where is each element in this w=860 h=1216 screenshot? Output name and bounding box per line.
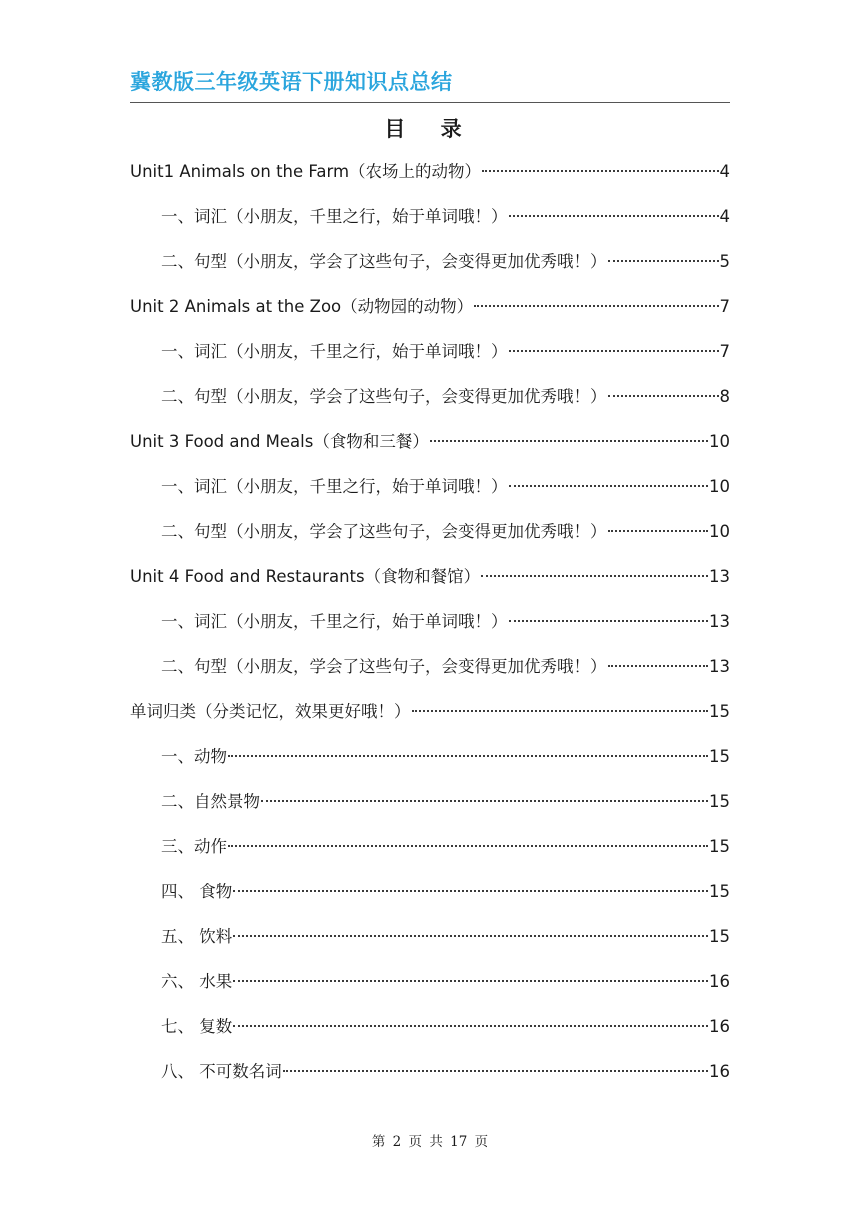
toc-dot-leader — [474, 305, 718, 307]
table-of-contents — [130, 157, 730, 1102]
toc-entry-title: 六、 水果 — [161, 972, 233, 991]
toc-entry[interactable] — [130, 1057, 730, 1102]
toc-entry-title: Unit 3 Food and Meals（食物和三餐） — [130, 432, 429, 451]
toc-dot-leader — [261, 800, 708, 802]
toc-entry-page-number: 16 — [709, 1017, 730, 1036]
toc-dot-leader — [608, 530, 709, 532]
toc-entry[interactable] — [130, 517, 730, 562]
toc-entry-page-number: 15 — [709, 747, 730, 766]
toc-dot-leader — [608, 395, 719, 397]
toc-entry[interactable] — [130, 652, 730, 697]
toc-entry-title: Unit 4 Food and Restaurants（食物和餐馆） — [130, 567, 481, 586]
toc-entry[interactable] — [130, 877, 730, 922]
toc-entry-page-number: 10 — [709, 522, 730, 541]
toc-entry[interactable] — [130, 607, 730, 652]
toc-entry[interactable] — [130, 382, 730, 427]
toc-entry[interactable] — [130, 922, 730, 967]
toc-entry[interactable] — [130, 292, 730, 337]
toc-entry[interactable] — [130, 787, 730, 832]
toc-entry[interactable] — [130, 1012, 730, 1057]
toc-entry-page-number: 7 — [719, 342, 730, 361]
toc-entry-title: 二、句型（小朋友，学会了这些句子，会变得更加优秀哦！） — [161, 252, 607, 271]
toc-dot-leader — [233, 890, 708, 892]
toc-dot-leader — [509, 485, 709, 487]
toc-dot-leader — [412, 710, 709, 712]
toc-entry-page-number: 15 — [709, 837, 730, 856]
toc-dot-leader — [509, 620, 709, 622]
toc-entry-page-number: 5 — [719, 252, 730, 271]
toc-entry[interactable] — [130, 472, 730, 517]
toc-entry-page-number: 15 — [709, 792, 730, 811]
toc-entry[interactable] — [130, 157, 730, 202]
toc-entry[interactable] — [130, 967, 730, 1012]
toc-entry-title: 三、动作 — [161, 837, 227, 856]
toc-entry-title: 二、句型（小朋友，学会了这些句子，会变得更加优秀哦！） — [161, 387, 607, 406]
toc-dot-leader — [509, 215, 719, 217]
toc-entry-page-number: 15 — [709, 927, 730, 946]
toc-entry-title: 一、词汇（小朋友，千里之行，始于单词哦！） — [161, 342, 508, 361]
toc-entry-title: 五、 饮料 — [161, 927, 233, 946]
toc-heading: 目 录 — [384, 117, 476, 141]
toc-entry[interactable] — [130, 562, 730, 607]
toc-entry-title: 八、 不可数名词 — [161, 1062, 282, 1081]
toc-entry[interactable] — [130, 427, 730, 472]
toc-entry-title: 一、动物 — [161, 747, 227, 766]
toc-entry-page-number: 8 — [719, 387, 730, 406]
toc-dot-leader — [608, 665, 709, 667]
page-header — [130, 66, 730, 103]
toc-entry[interactable] — [130, 742, 730, 787]
toc-entry-page-number: 16 — [709, 972, 730, 991]
toc-entry-page-number: 15 — [709, 702, 730, 721]
toc-dot-leader — [481, 575, 708, 577]
toc-entry-title: 七、 复数 — [161, 1017, 233, 1036]
toc-entry-page-number: 4 — [719, 207, 730, 226]
toc-entry-title: 单词归类（分类记忆，效果更好哦！） — [130, 702, 411, 721]
toc-dot-leader — [233, 980, 708, 982]
toc-dot-leader — [233, 935, 708, 937]
toc-entry-page-number: 13 — [709, 567, 730, 586]
toc-entry-page-number: 13 — [709, 612, 730, 631]
toc-entry-page-number: 15 — [709, 882, 730, 901]
toc-entry-title: 一、词汇（小朋友，千里之行，始于单词哦！） — [161, 612, 508, 631]
toc-entry-title: 一、词汇（小朋友，千里之行，始于单词哦！） — [161, 207, 508, 226]
toc-dot-leader — [430, 440, 708, 442]
toc-entry[interactable] — [130, 247, 730, 292]
toc-dot-leader — [482, 170, 718, 172]
toc-dot-leader — [283, 1070, 708, 1072]
toc-entry-page-number: 13 — [709, 657, 730, 676]
page-footer: 第 2 页 共 17 页 — [371, 1134, 489, 1150]
toc-entry[interactable] — [130, 202, 730, 247]
document-title: 冀教版三年级英语下册知识点总结 — [130, 70, 453, 94]
toc-entry-title: 四、 食物 — [161, 882, 233, 901]
toc-entry-title: 二、自然景物 — [161, 792, 260, 811]
toc-entry-page-number: 4 — [719, 162, 730, 181]
toc-dot-leader — [228, 755, 708, 757]
toc-dot-leader — [233, 1025, 708, 1027]
toc-dot-leader — [608, 260, 719, 262]
toc-entry[interactable] — [130, 697, 730, 742]
toc-entry-page-number: 16 — [709, 1062, 730, 1081]
toc-dot-leader — [509, 350, 719, 352]
toc-entry-page-number: 10 — [709, 477, 730, 496]
toc-entry-title: 一、词汇（小朋友，千里之行，始于单词哦！） — [161, 477, 508, 496]
toc-entry-title: Unit1 Animals on the Farm（农场上的动物） — [130, 162, 482, 181]
toc-entry-title: 二、句型（小朋友，学会了这些句子，会变得更加优秀哦！） — [161, 522, 607, 541]
toc-dot-leader — [228, 845, 708, 847]
toc-entry-title: Unit 2 Animals at the Zoo（动物园的动物） — [130, 297, 474, 316]
toc-entry[interactable] — [130, 832, 730, 877]
toc-entry[interactable] — [130, 337, 730, 382]
toc-entry-page-number: 10 — [709, 432, 730, 451]
toc-entry-page-number: 7 — [719, 297, 730, 316]
toc-entry-title: 二、句型（小朋友，学会了这些句子，会变得更加优秀哦！） — [161, 657, 607, 676]
